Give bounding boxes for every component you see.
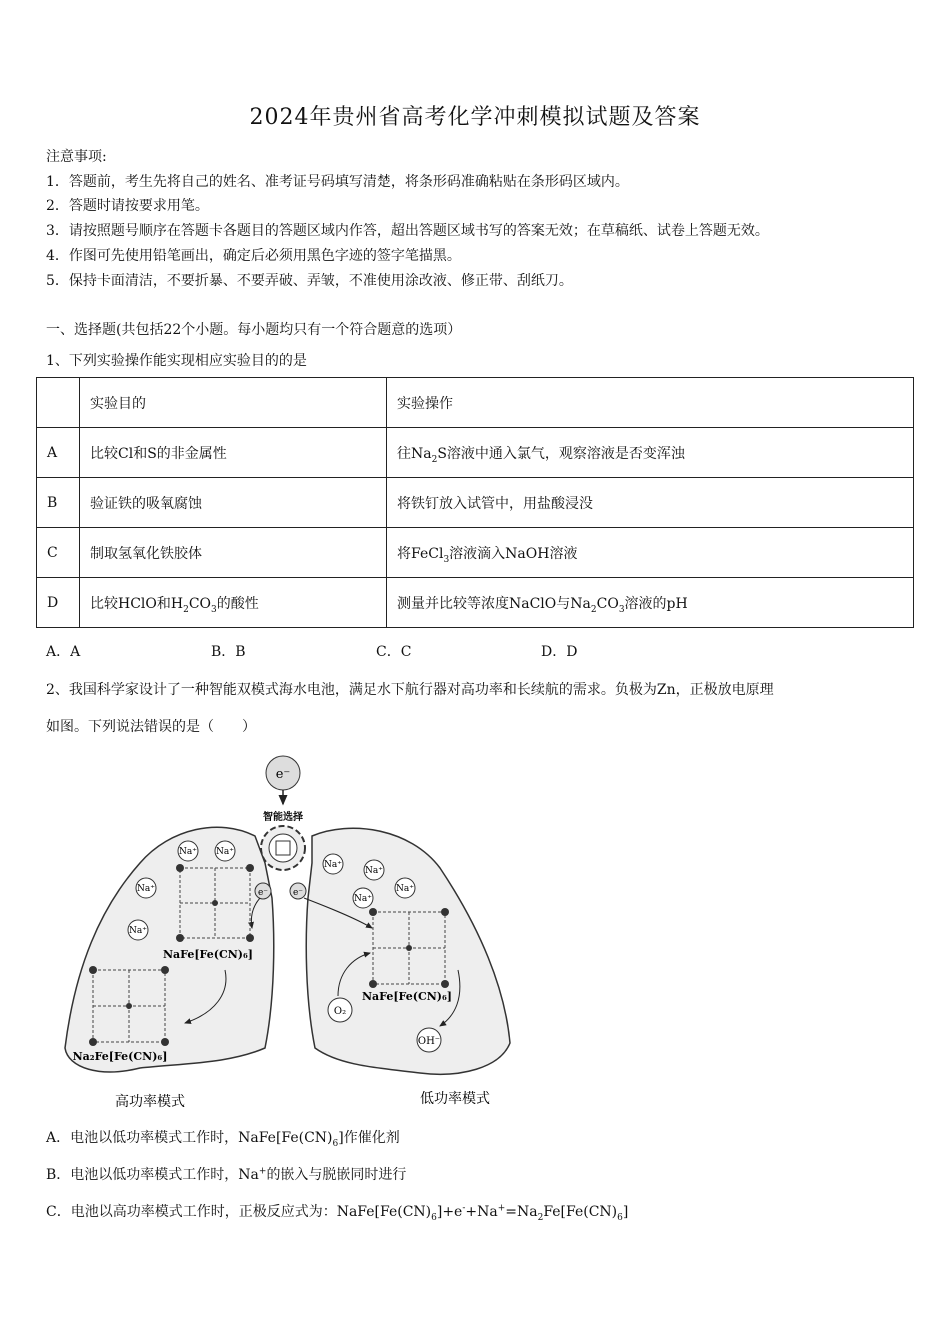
na-ion-label: Na⁺: [129, 926, 147, 936]
high-power-mode-label: 高功率模式: [115, 1094, 185, 1110]
choice-c: C．C: [376, 644, 412, 660]
row-purpose: 验证铁的吸氧腐蚀: [80, 478, 387, 528]
q2-stem-line2: 如图。下列说法错误的是（ ）: [46, 719, 256, 735]
row-label: B: [37, 478, 80, 528]
header-cell-purpose: 实验目的: [80, 378, 387, 428]
gear-icon: [261, 826, 305, 870]
na-ion-label: Na⁺: [365, 866, 383, 876]
row-purpose: 比较HClO和$H_2CO_3$的酸性: [80, 578, 387, 628]
table-header-row: [37, 378, 914, 428]
electron-source-label: e⁻: [275, 767, 291, 782]
electron-right-label: e⁻: [292, 888, 304, 898]
table-row: [37, 478, 914, 528]
row-purpose: 制取氢氧化铁胶体: [80, 528, 387, 578]
notice-item-5: 5．保持卡面清洁，不要折暴、不要弄破、弄皱，不准使用涂改液、修正带、刮纸刀。: [46, 273, 573, 289]
electron-left-label: e⁻: [257, 888, 269, 898]
choice-b: B．B: [211, 644, 246, 660]
row-label: A: [37, 428, 80, 478]
header-cell-blank: [37, 378, 80, 428]
q2-option-b: B．电池以低功率模式工作时，Na+的嵌入与脱嵌同时进行: [46, 1166, 407, 1183]
notice-item-4: 4．作图可先使用铅笔画出，确定后必须用黑色字迹的签字笔描黑。: [46, 248, 461, 264]
table-row: [37, 428, 914, 478]
left-top-compound-label: NaFe[Fe(CN)₆]: [162, 948, 254, 961]
low-power-mode-label: 低功率模式: [420, 1091, 490, 1107]
q2-option-a: A．电池以低功率模式工作时，$NaFe[Fe(CN)_6]$作催化剂: [46, 1130, 400, 1149]
q2-option-c: C．电池以高功率模式工作时，正极反应式为：$NaFe[Fe(CN)_6]+e^-+Na^+=Na_2Fe[Fe(CN)_6]$: [46, 1203, 629, 1223]
choice-a: A．A: [46, 644, 81, 660]
table-row: [37, 578, 914, 628]
row-label: D: [37, 578, 80, 628]
battery-diagram: [60, 748, 530, 1116]
o2-label: O₂: [333, 1006, 347, 1017]
row-operation: 测量并比较等浓度NaClO与$Na_2CO_3$溶液的pH: [387, 578, 914, 628]
na-ion-label: Na⁺: [137, 884, 155, 894]
notice-item-2: 2．答题时请按要求用笔。: [46, 198, 209, 214]
left-bottom-compound-label: Na₂Fe[Fe(CN)₆]: [72, 1050, 168, 1063]
smart-select-label: 智能选择: [263, 812, 303, 823]
q1-stem: 1、下列实验操作能实现相应实验目的的是: [46, 353, 307, 369]
table-row: [37, 528, 914, 578]
header-cell-operation: 实验操作: [387, 378, 914, 428]
right-compound-label: NaFe[Fe(CN)₆]: [361, 990, 453, 1003]
exam-title: 2024年贵州省高考化学冲刺模拟试题及答案: [249, 105, 701, 130]
notice-heading: 注意事项:: [46, 149, 107, 165]
q1-table: [36, 377, 914, 628]
q2-stem-line1: 2、我国科学家设计了一种智能双模式海水电池，满足水下航行器对高功率和长续航的需求。负极为Zn，正极放电原理: [46, 682, 774, 698]
row-purpose: 比较Cl和S的非金属性: [80, 428, 387, 478]
row-operation: 将FeCl$_3$溶液滴入NaOH溶液: [387, 528, 914, 578]
choice-d: D．D: [541, 644, 578, 660]
notice-item-1: 1．答题前，考生先将自己的姓名、准考证号码填写清楚，将条形码准确粘贴在条形码区域内。: [46, 174, 629, 190]
row-operation: 往$Na_2S$溶液中通入氯气，观察溶液是否变浑浊: [387, 428, 914, 478]
section-heading: 一、选择题(共包括22个小题。每小题均只有一个符合题意的选项）: [46, 322, 462, 338]
na-ion-label: Na⁺: [179, 847, 197, 857]
row-operation: 将铁钉放入试管中，用盐酸浸没: [387, 478, 914, 528]
na-ion-label: Na⁺: [354, 894, 372, 904]
row-label: C: [37, 528, 80, 578]
na-ion-label: Na⁺: [324, 860, 342, 870]
na-ion-label: Na⁺: [216, 847, 234, 857]
oh-label: OH⁻: [417, 1036, 441, 1047]
na-ion-label: Na⁺: [396, 884, 414, 894]
notice-item-3: 3．请按照题号顺序在答题卡各题目的答题区域内作答，超出答题区域书写的答案无效；在草稿纸、试卷上答题无效。: [46, 223, 769, 239]
